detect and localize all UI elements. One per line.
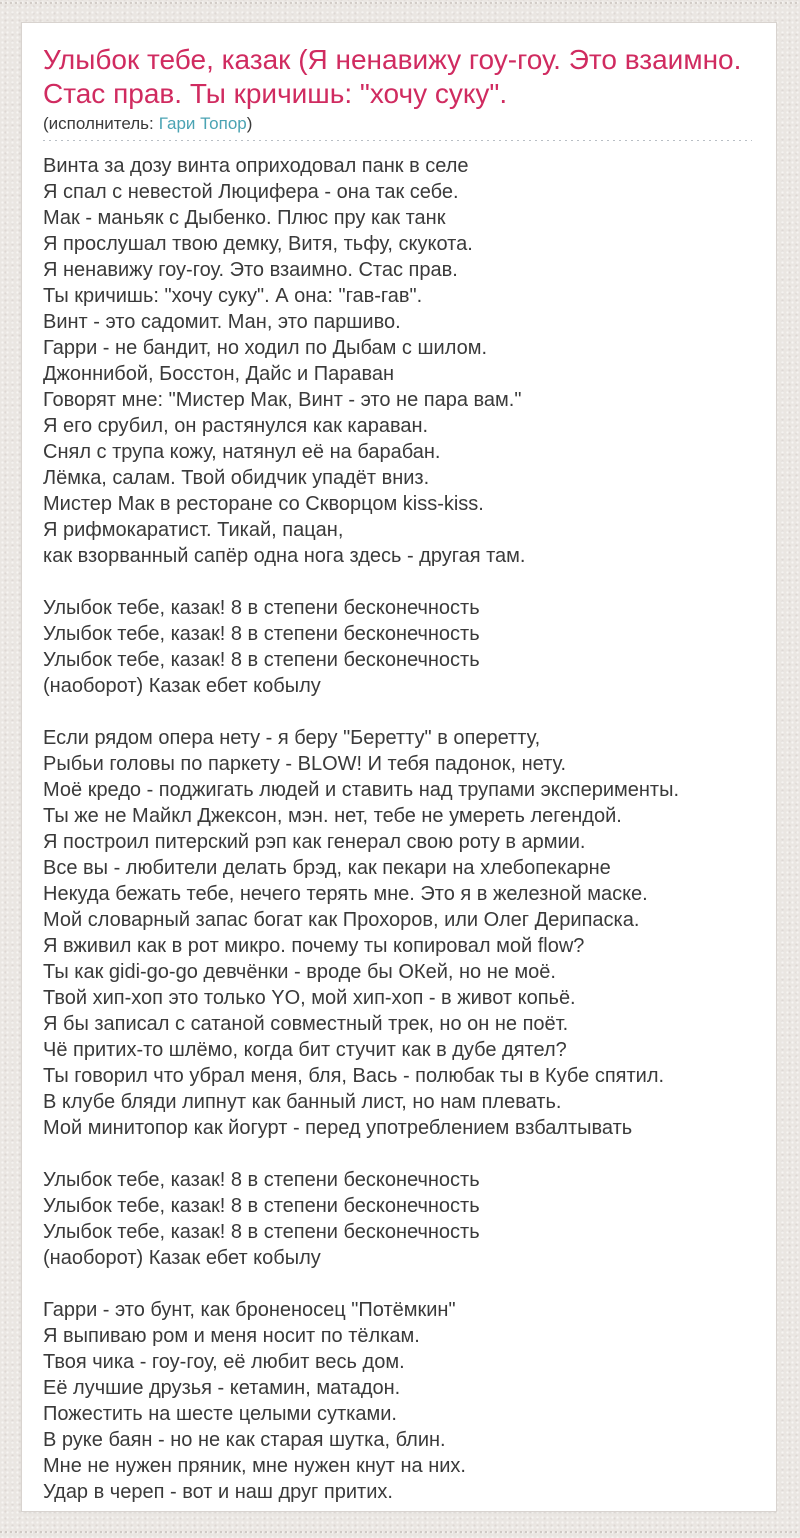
lyric-line: Я построил питерский рэп как генерал свою роту в армии. xyxy=(43,831,586,853)
lyric-line: Джоннибой, Босстон, Дайс и Параван xyxy=(43,363,395,385)
lyrics-card xyxy=(21,22,777,1512)
lyric-line: Улыбок тебе, казак! 8 в степени бесконечность xyxy=(43,597,480,619)
lyric-line: Я прослушал твою демку, Витя, тьфу, скукота. xyxy=(43,233,473,255)
lyric-line: Я ненавижу гоу-гоу. Это взаимно. Стас прав. xyxy=(43,259,458,281)
stanza xyxy=(43,725,752,1141)
lyric-line: Мой словарный запас богат как Прохоров, или Олег Дерипаска. xyxy=(43,909,640,931)
dashed-separator xyxy=(43,140,752,142)
lyric-line: Удар в череп - вот и наш друг притих. xyxy=(43,1481,393,1503)
lyric-line: Ты говорил что убрал меня, бля, Вась - полюбак ты в Кубе спятил. xyxy=(43,1065,665,1087)
lyric-line: Я спал с невестой Люцифера - она так себе. xyxy=(43,181,459,203)
lyric-line: Твоя чика - гоу-гоу, её любит весь дом. xyxy=(43,1351,405,1373)
lyric-line: Винт - это садомит. Ман, это паршиво. xyxy=(43,311,401,333)
stanza xyxy=(43,1297,752,1505)
lyric-line: (наоборот) Казак ебет кобылу xyxy=(43,675,321,697)
stanza xyxy=(43,595,752,699)
lyric-line: Улыбок тебе, казак! 8 в степени бесконечность xyxy=(43,1169,480,1191)
lyric-line: Мак - маньяк с Дыбенко. Плюс пру как танк xyxy=(43,207,446,229)
lyric-line: Твой хип-хоп это только YO, мой хип-хоп - в живот копьё. xyxy=(43,987,576,1009)
song-title: Улыбок тебе, казак (Я ненавижу гоу-гоу. Это взаимно. Стас прав. Ты кричишь: "хочу суку". xyxy=(43,44,742,109)
lyric-line: Гарри - это бунт, как броненосец "Потёмкин" xyxy=(43,1299,456,1321)
lyric-line: Я его срубил, он растянулся как караван. xyxy=(43,415,429,437)
performer-line xyxy=(43,114,752,134)
lyric-line: В клубе бляди липнут как банный лист, но нам плевать. xyxy=(43,1091,562,1113)
lyric-line: В руке баян - но не как старая шутка, блин. xyxy=(43,1429,446,1451)
lyric-line: Некуда бежать тебе, нечего терять мне. Это я в железной маске. xyxy=(43,883,648,905)
stanza xyxy=(43,153,752,569)
lyric-line: (наоборот) Казак ебет кобылу xyxy=(43,1247,321,1269)
lyric-line: Её лучшие друзья - кетамин, матадон. xyxy=(43,1377,401,1399)
lyric-line: Улыбок тебе, казак! 8 в степени бесконечность xyxy=(43,623,480,645)
stanza xyxy=(43,1167,752,1271)
lyric-line: Все вы - любители делать брэд, как пекари на хлебопекарне xyxy=(43,857,611,879)
lyric-line: Улыбок тебе, казак! 8 в степени бесконечность xyxy=(43,1195,480,1217)
lyric-line: Лёмка, салам. Твой обидчик упадёт вниз. xyxy=(43,467,430,489)
lyric-line: Пожестить на шесте целыми сутками. xyxy=(43,1403,397,1425)
lyric-line: Чё притих-то шлёмо, когда бит стучит как в дубе дятел? xyxy=(43,1039,567,1061)
lyric-line: Если рядом опера нету - я беру "Беретту" в оперетту, xyxy=(43,727,541,749)
performer-suffix: ) xyxy=(246,114,253,133)
lyric-line: Рыбьи головы по паркету - BLOW! И тебя падонок, нету. xyxy=(43,753,567,775)
lyric-line: Ты как gidi-go-go девчёнки - вроде бы ОКей, но не моё. xyxy=(43,961,556,983)
lyric-line: Моё кредо - поджигать людей и ставить над трупами эксперименты. xyxy=(43,779,680,801)
lyric-line: Гарри - не бандит, но ходил по Дыбам с шилом. xyxy=(43,337,488,359)
lyric-line: Мне не нужен пряник, мне нужен кнут на них. xyxy=(43,1455,466,1477)
lyric-line: как взорванный сапёр одна нога здесь - другая там. xyxy=(43,545,526,567)
performer-label: (исполнитель: xyxy=(43,114,154,133)
lyric-line: Снял с трупа кожу, натянул её на барабан. xyxy=(43,441,441,463)
lyric-line: Ты кричишь: "хочу суку". А она: "гав-гав". xyxy=(43,285,423,307)
lyric-line: Я бы записал с сатаной совместный трек, но он не поёт. xyxy=(43,1013,569,1035)
lyric-line: Улыбок тебе, казак! 8 в степени бесконечность xyxy=(43,1221,480,1243)
bottom-dotted-line xyxy=(0,1531,800,1533)
lyric-line: Мистер Мак в ресторане со Скворцом kiss-kiss. xyxy=(43,493,484,515)
lyric-line: Ты же не Майкл Джексон, мэн. нет, тебе не умереть легендой. xyxy=(43,805,622,827)
lyric-line: Улыбок тебе, казак! 8 в степени бесконечность xyxy=(43,649,480,671)
lyric-line: Я выпиваю ром и меня носит по тёлкам. xyxy=(43,1325,420,1347)
lyric-line: Винта за дозу винта оприходовал панк в селе xyxy=(43,155,469,177)
lyric-line: Мой минитопор как йогурт - перед употреблением взбалтывать xyxy=(43,1117,633,1139)
top-dotted-line xyxy=(0,2,800,4)
lyric-line: Говорят мне: "Мистер Мак, Винт - это не пара вам." xyxy=(43,389,522,411)
lyric-line: Я вживил как в рот микро. почему ты копировал мой flow? xyxy=(43,935,585,957)
lyrics-text xyxy=(43,153,752,1505)
lyric-line: Я рифмокаратист. Тикай, пацан, xyxy=(43,519,344,541)
artist-link[interactable]: Гари Топор xyxy=(158,114,247,133)
